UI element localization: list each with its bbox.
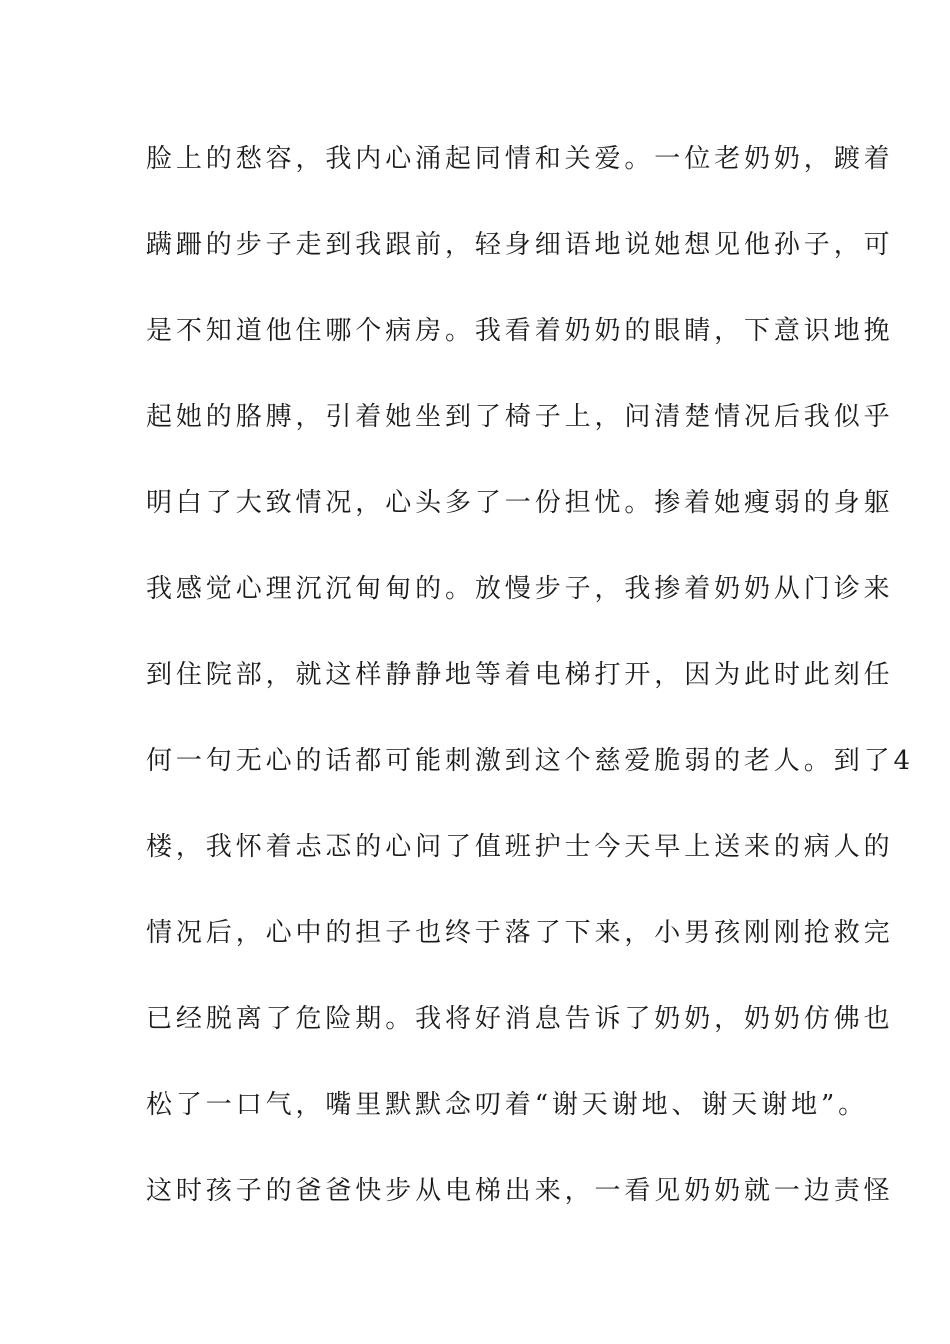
text-line: 脸上的愁容，我内心涌起同情和关爱。一位老奶奶，踱着 [146, 144, 894, 174]
text-line: 我感觉心理沉沉甸甸的。放慢步子，我掺着奶奶从门诊来 [146, 574, 894, 604]
text-line: 何一句无心的话都可能刺激到这个慈爱脆弱的老人。到了4 [146, 746, 914, 776]
text-line: 松了一口气，嘴里默默念叨着“谢天谢地、谢天谢地”。 [146, 1090, 869, 1120]
text-line: 已经脱离了危险期。我将好消息告诉了奶奶，奶奶仿佛也 [146, 1004, 894, 1034]
text-line: 情况后，心中的担子也终于落了下来，小男孩刚刚抢救完 [146, 918, 894, 948]
text-line: 明白了大致情况，心头多了一份担忧。掺着她瘦弱的身躯 [146, 488, 894, 518]
text-line: 这时孩子的爸爸快步从电梯出来，一看见奶奶就一边责怪 [146, 1176, 894, 1206]
body-text [146, 132, 914, 1250]
text-line: 是不知道他住哪个病房。我看着奶奶的眼睛，下意识地挽 [146, 316, 894, 346]
text-line: 起她的胳膊，引着她坐到了椅子上，问清楚情况后我似乎 [146, 402, 894, 432]
text-line: 楼，我怀着忐忑的心问了值班护士今天早上送来的病人的 [146, 832, 894, 862]
text-line: 到住院部，就这样静静地等着电梯打开，因为此时此刻任 [146, 660, 894, 690]
text-line: 蹒跚的步子走到我跟前，轻身细语地说她想见他孙子，可 [146, 230, 894, 260]
